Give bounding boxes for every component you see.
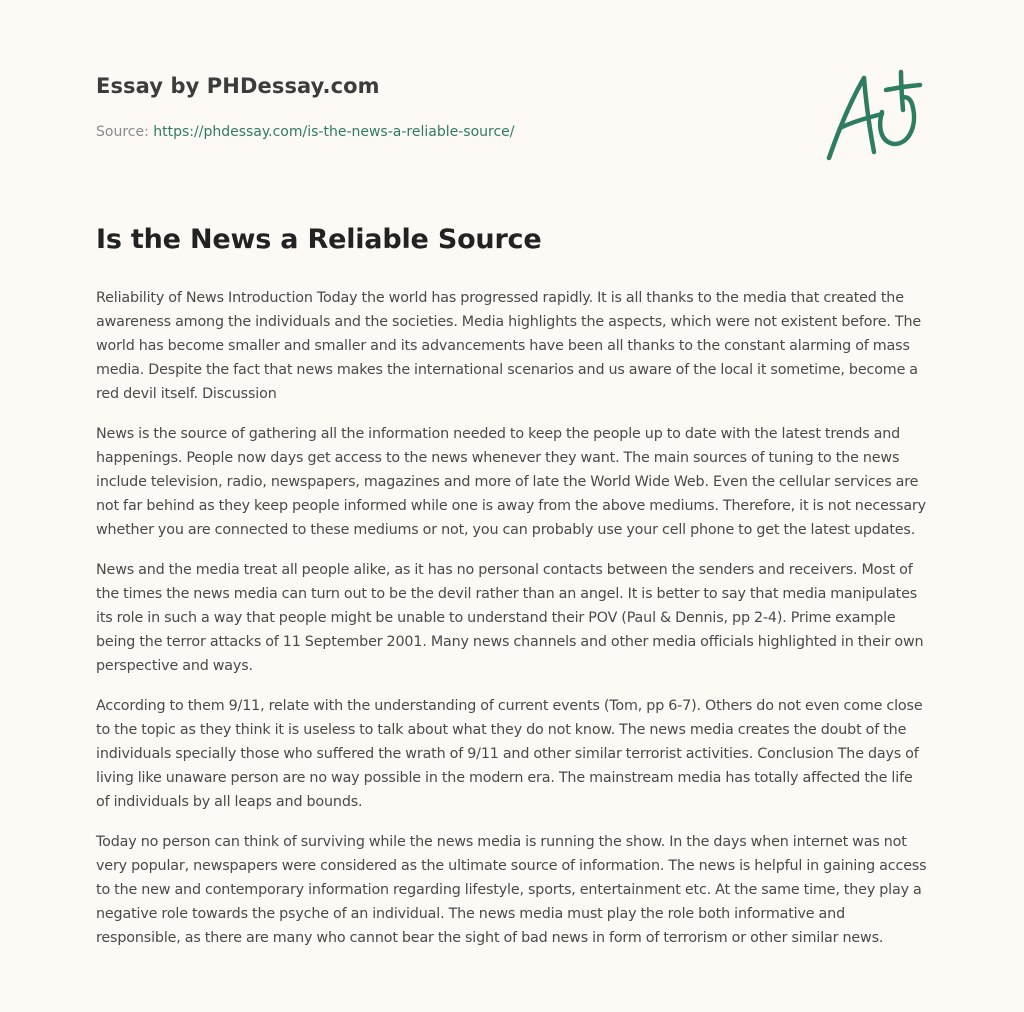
a-plus-grade-icon	[824, 68, 924, 164]
site-brand: Essay by PHDessay.com	[96, 74, 380, 98]
article-paragraph: News is the source of gathering all the information needed to keep the people up to date with the latest trends and happenings. People now days get access to the news whenever they want. The main sources of tuning to the news include television, radio, newspapers, magazines and more of late the World Wide Web. Even the cellular services are not far behind as they keep people informed while one is away from the above mediums. Therefore, it is not necessary whether you are connected to these mediums or not, you can probably use your cell phone to get the latest updates.	[96, 426, 926, 538]
source-label: Source:	[96, 124, 154, 140]
article-body	[96, 286, 930, 966]
article-title: Is the News a Reliable Source	[96, 224, 542, 255]
article-paragraph: Today no person can think of surviving while the news media is running the show. In the days when internet was not very popular, newspapers were considered as the ultimate source of information. The news is helpful in gaining access to the new and contemporary information regarding lifestyle, sports, entertainment etc. At the same time, they play a negative role towards the psyche of an individual. The news media must play the role both informative and responsible, as there are many who cannot bear the sight of bad news in form of terrorism or other similar news.	[96, 834, 927, 946]
source-link[interactable]: https://phdessay.com/is-the-news-a-reliable-source/	[153, 124, 515, 140]
source-line	[96, 124, 514, 140]
a-plus-logo-svg	[824, 68, 924, 164]
article-paragraph: Reliability of News Introduction Today the world has progressed rapidly. It is all thanks to the media that created the awareness among the individuals and the societies. Media highlights the aspects, which were not existent before. The world has become smaller and smaller and its advancements have been all thanks to the constant alarming of mass media. Despite the fact that news makes the international scenarios and us aware of the local it sometime, become a red devil itself. Discussion	[96, 290, 922, 402]
article-paragraph: News and the media treat all people alike, as it has no personal contacts between the senders and receivers. Most of the times the news media can turn out to be the devil rather than an angel. It is better to say that media manipulates its role in such a way that people might be unable to understand their POV (Paul & Dennis, pp 2-4). Prime example being the terror attacks of 11 September 2001. Many news channels and other media officials highlighted in their own perspective and ways.	[96, 562, 924, 674]
page-header	[96, 74, 926, 140]
article-paragraph: According to them 9/11, relate with the understanding of current events (Tom, pp 6-7). Others do not even come close to the topic as they think it is useless to talk about what they do not know. The news media creates the doubt of the individuals specially those who suffered the wrath of 9/11 and other similar terrorist activities. Conclusion The days of living like unaware person are no way possible in the modern era. The mainstream media has totally affected the life of individuals by all leaps and bounds.	[96, 698, 923, 810]
